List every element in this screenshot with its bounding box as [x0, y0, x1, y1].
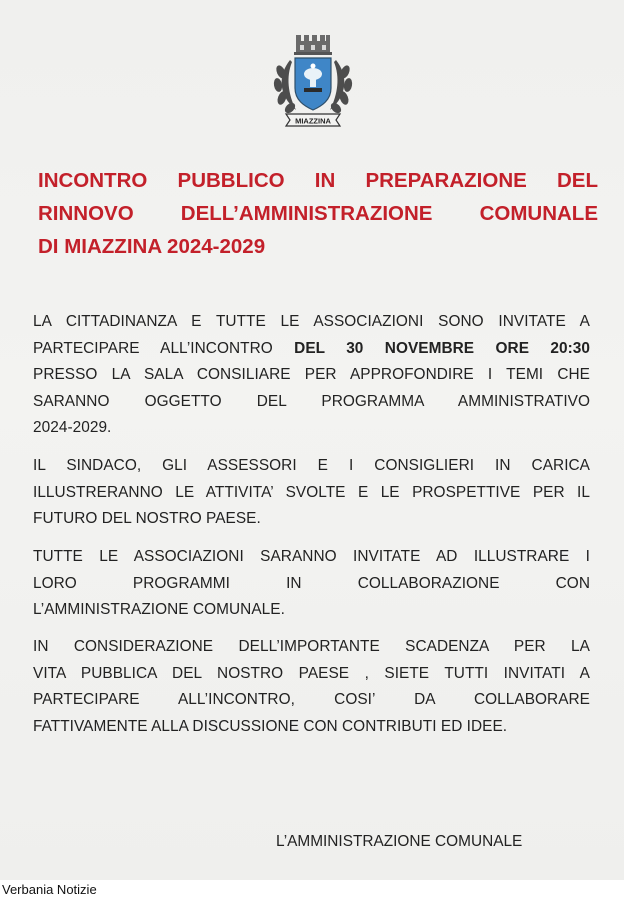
- paragraph-line: 2024-2029.: [33, 419, 112, 436]
- crest-banner-label: MIAZZINA: [295, 116, 331, 126]
- paragraph-line: PRESSO LA SALA CONSILIARE PER APPROFONDIRE I TEMI CHE: [33, 366, 590, 383]
- paragraph-line: IN CONSIDERAZIONE DELL’IMPORTANTE SCADENZA PER LA: [33, 638, 590, 655]
- associations-paragraph: [33, 544, 590, 624]
- signature: L’AMMINISTRAZIONE COMUNALE: [276, 833, 523, 850]
- paragraph-line: PARTECIPARE ALL’INCONTRO, COSI’ DA COLLABORARE: [33, 691, 590, 708]
- paragraph-line: LA CITTADINANZA E TUTTE LE ASSOCIAZIONI SONO INVITATE A: [33, 313, 590, 330]
- paragraph-text: PARTECIPARE ALL’INCONTRO: [33, 339, 273, 357]
- meeting-date-time: DEL 30 NOVEMBRE ORE 20:30: [294, 339, 590, 357]
- notice-title: [38, 164, 598, 263]
- paragraph-line: TUTTE LE ASSOCIAZIONI SARANNO INVITATE AD ILLUSTRARE I: [33, 548, 590, 565]
- source-watermark: Verbania Notizie: [2, 882, 97, 897]
- title-line-3: DI MIAZZINA 2024-2029: [38, 235, 266, 258]
- title-line-2: RINNOVO DELL’AMMINISTRAZIONE COMUNALE: [38, 202, 598, 225]
- paragraph-line: VITA PUBBLICA DEL NOSTRO PAESE , SIETE TUTTI INVITATI A: [33, 664, 590, 682]
- shield-icon: [295, 58, 331, 110]
- paragraph-line: SARANNO OGGETTO DEL PROGRAMMA AMMINISTRATIVO: [33, 392, 590, 410]
- closing-paragraph: [33, 634, 590, 740]
- crown-icon: [294, 35, 332, 55]
- paragraph-line: LORO PROGRAMMI IN COLLABORAZIONE CON: [33, 574, 590, 592]
- paragraph-line: FUTURO DEL NOSTRO PAESE.: [33, 510, 261, 527]
- paragraph-line: L’AMMINISTRAZIONE COMUNALE.: [33, 601, 285, 618]
- paragraph-line: FATTIVAMENTE ALLA DISCUSSIONE CON CONTRIBUTI ED IDEE.: [33, 717, 508, 735]
- title-line-1: INCONTRO PUBBLICO IN PREPARAZIONE DEL: [38, 169, 598, 192]
- mayor-paragraph: [33, 453, 590, 533]
- paragraph-line: ILLUSTRERANNO LE ATTIVITA’ SVOLTE E LE PROSPETTIVE PER IL: [33, 483, 590, 501]
- paragraph-line-with-date: [33, 336, 590, 363]
- invitation-paragraph: [33, 309, 590, 442]
- paragraph-line: IL SINDACO, GLI ASSESSORI E I CONSIGLIERI IN CARICA: [33, 457, 590, 474]
- coat-of-arms-icon: [268, 30, 358, 134]
- crest-banner: [286, 114, 340, 126]
